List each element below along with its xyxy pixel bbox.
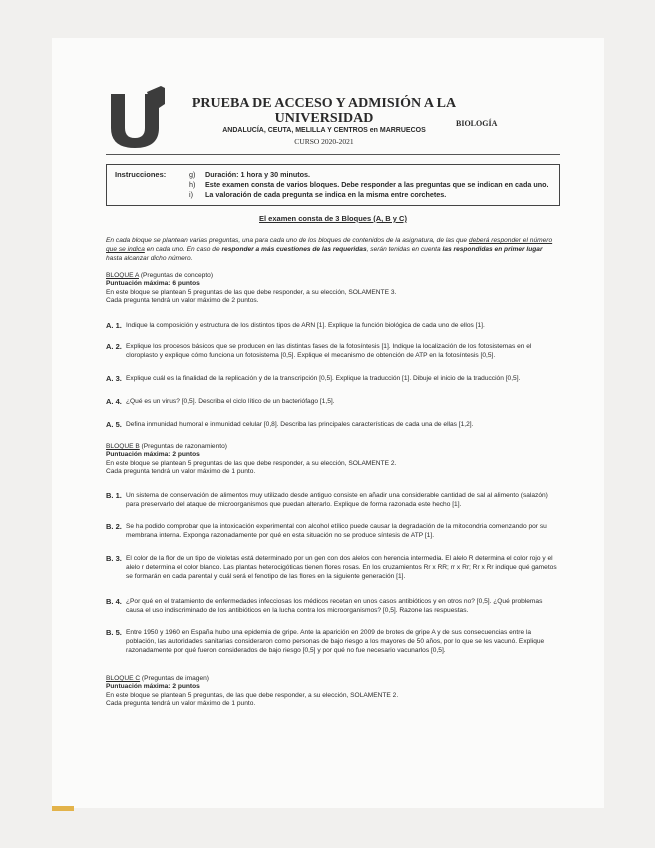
question-a1: A. 1. Indique la composición y estructura de los distintos tipos de ARN [1]. Explique la función biológica de cada uno de ellos [1]. (106, 321, 485, 330)
instructions-list (189, 170, 549, 200)
instruction-item: g) Duración: 1 hora y 30 minutos. (189, 170, 311, 179)
block-c-header: BLOQUE C (Preguntas de imagen) Puntuación máxima: 2 puntos En este bloque se plantean 5 preguntas, de las que debe responder, a su elección, SOLAMENTE 2. Cada pregunta tendrá un valor máximo de 1 punto. (106, 675, 399, 708)
university-logo (109, 86, 167, 150)
instructions-box (106, 164, 560, 206)
block-a-header: BLOQUE A (Preguntas de concepto) Puntuación máxima: 6 puntos En este bloque se plantean 5 preguntas de las que debe responder, a su elección, SOLAMENTE 3. Cada pregunta tendrá un valor máximo de 2 puntos. (106, 272, 397, 305)
instruction-item: i) La valoración de cada pregunta se indica en la misma entre corchetes. (189, 190, 447, 199)
exam-title: PRUEBA DE ACCESO Y ADMISIÓN A LA UNIVERSIDAD (191, 96, 457, 126)
exam-region: ANDALUCÍA, CEUTA, MELILLA Y CENTROS en MARRUECOS (222, 127, 426, 134)
question-b1: B. 1. Un sistema de conservación de alimentos muy utilizado desde antiguo consiste en añadir una considerable cantidad de sal al alimento (salazón) para preservarlo del ataque de microorganismos que puedan alterarlo. Explique de forma razonada este hecho [1]. (106, 491, 548, 508)
instruction-item: h) Este examen consta de varios bloques. Debe responder a las preguntas que se indican en cada uno. (189, 180, 549, 189)
question-b5: B. 5. Entre 1950 y 1960 en España hubo una epidemia de gripe. Ante la aparición en 2009 de brotes de gripe A y de sus consecuencias entre la población, las autoridades sanitarias consideraron como personas de bajo riesgo a los mayores de 50 años, por lo que se les vacunó. Explique razonadamente por qué fueron considerados de bajo riesgo [0,5] y por qué no fue necesario vacunarlos [0,5]. (106, 628, 545, 654)
question-b3: B. 3. El color de la flor de un tipo de violetas está determinado por un gen con dos alelos con herencia intermedia. El alelo R determina el color rojo y el alelo r determina el color blanco. Las plantas heterocigóticas tienen flores rosas. En los cruzamientos Rr x RR; rr x Rr; Rr x Rr indique qué gametos se formarán en cada parental y cuál será el fenotipo de las flores en la siguiente generación [1]. (106, 554, 557, 580)
question-b2: B. 2. Se ha podido comprobar que la intoxicación experimental con alcohol etílico puede causar la degradación de la mitocondria comenzando por su membrana interna. Exponga razonadamente por qué en esta situación no se produce síntesis de ATP [1]. (106, 522, 547, 539)
question-a4: A. 4. ¿Qué es un virus? [0,5]. Describa el ciclo lítico de un bacteriófago [1,5]. (106, 397, 335, 406)
question-a2: A. 2. Explique los procesos básicos que se producen en las distintas fases de la fotosíntesis [1]. Indique la localización de los fotosistemas en el cloroplasto y explique cómo funciona un fotosistema [0,5]. Explique el mecanismo de obtención de ATP en la fotosíntesis [0,5]. (106, 342, 532, 359)
exam-structure-title: El examen consta de 3 Bloques (A, B y C) (259, 214, 407, 223)
subject-label: BIOLOGÍA (456, 119, 498, 128)
question-b4: B. 4. ¿Por qué en el tratamiento de enfermedades infecciosas los médicos recetan en unos casos antibióticos y en otros no? [0,5]. ¿Qué problemas causa el uso indiscriminado de los antibióticos en la lucha contra los microorganismos? [0,5]. Razone las respuestas. (106, 597, 543, 614)
exam-course: CURSO 2020-2021 (294, 137, 354, 146)
header-divider (106, 154, 560, 155)
question-a3: A. 3. Explique cuál es la finalidad de la replicación y de la transcripción [0,5]. Explique la traducción [1]. Dibuje el inicio de la traducción [0,5]. (106, 374, 521, 383)
question-a5: A. 5. Defina inmunidad humoral e inmunidad celular [0,8]. Describa las principales características de cada una de ellas [1,2]. (106, 420, 474, 429)
block-b-header: BLOQUE B (Preguntas de razonamiento) Puntuación máxima: 2 puntos En este bloque se plantean 5 preguntas de las que debe responder, a su elección, SOLAMENTE 2. Cada pregunta tendrá un valor máximo de 1 punto. (106, 443, 397, 476)
instructions-label: Instrucciones: (115, 170, 167, 179)
page-tab-marker (52, 806, 74, 811)
intro-paragraph: En cada bloque se plantean varias preguntas, una para cada uno de los bloques de contenidos de la asignatura, de las que deberá responder el número que se indica en cada uno. En caso de responder a más cuestiones de las requeridas, serán tenidas en cuenta las respondidas en primer lugar hasta alcanzar dicho número. (106, 237, 553, 262)
